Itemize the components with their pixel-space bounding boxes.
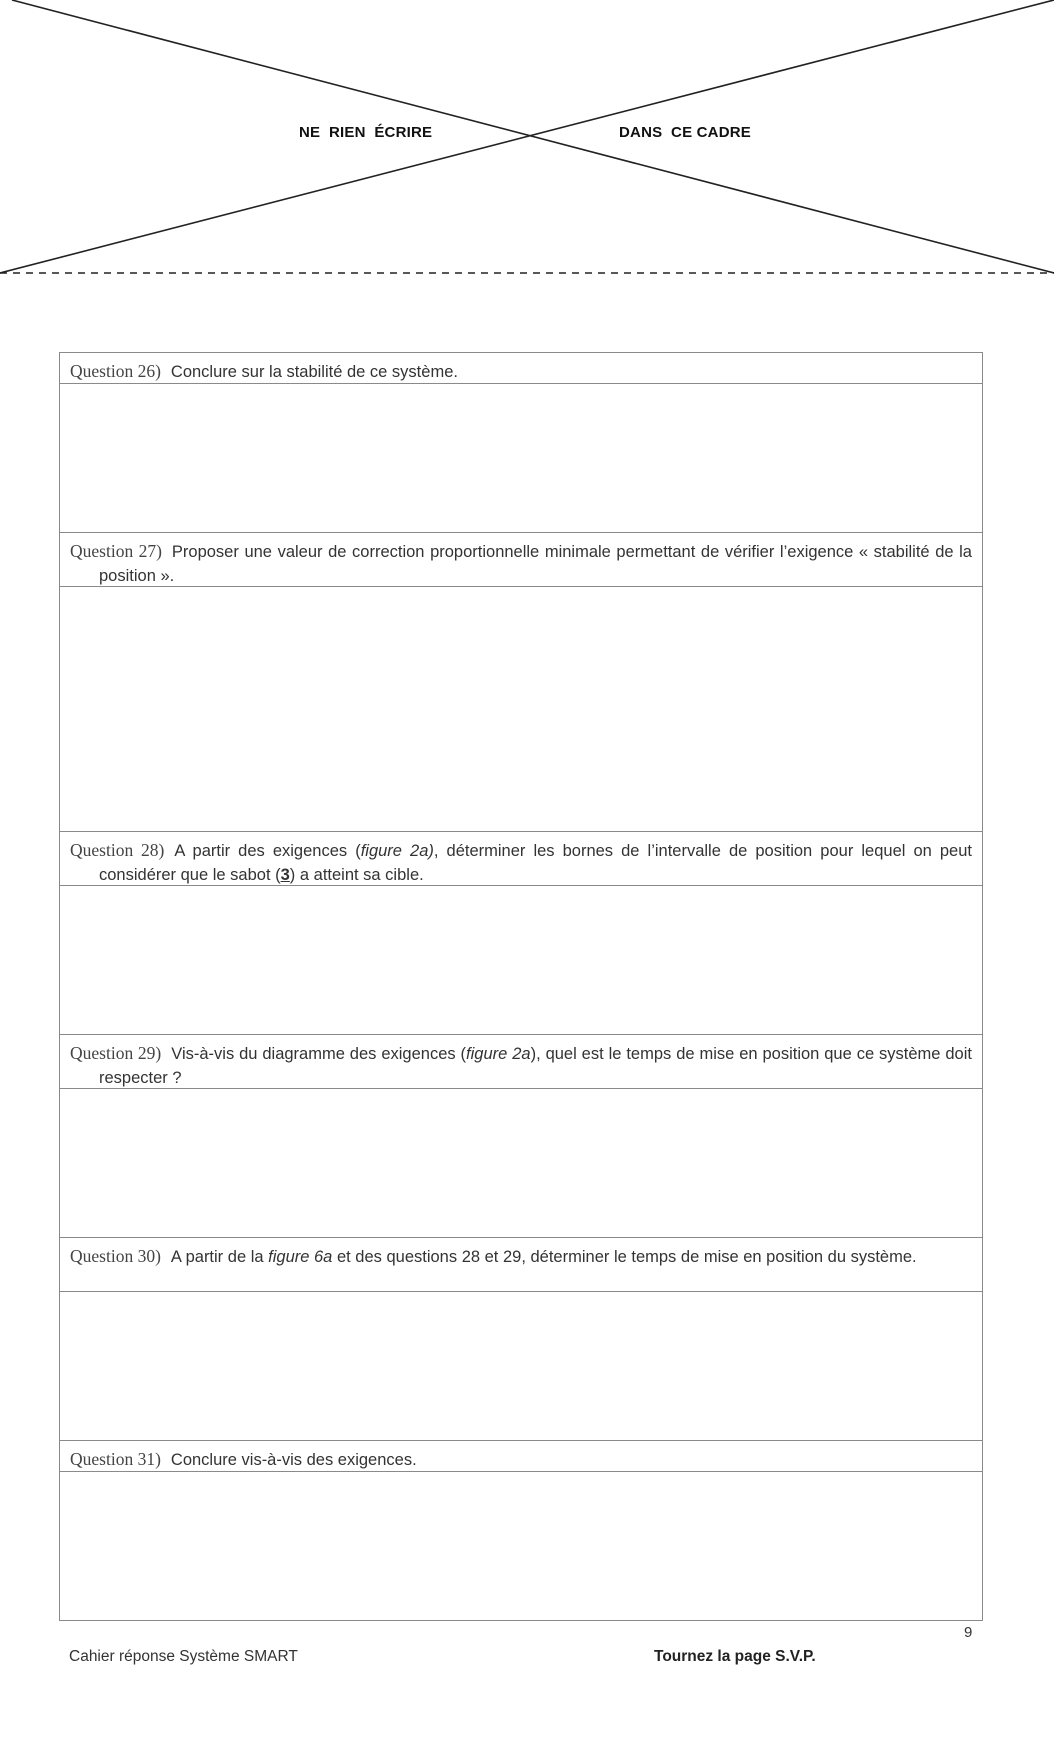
question-text bbox=[99, 1045, 972, 1087]
question-text: Proposer une valeur de correction proportionnelle minimale permettant de vérifier l’exigence « stabilité de la position ». bbox=[99, 543, 972, 585]
question-text-part: , déterminer les bornes de l’intervalle de position pour lequel on peut considérer que le sabot ( bbox=[99, 842, 972, 884]
question-label: Question 31) bbox=[70, 1449, 161, 1469]
question-text bbox=[99, 842, 972, 884]
question-text bbox=[171, 1248, 917, 1266]
question-30-row bbox=[60, 1238, 982, 1292]
answer-sheet bbox=[59, 352, 983, 1621]
question-29-row bbox=[60, 1035, 982, 1089]
page-number: 9 bbox=[964, 1624, 973, 1641]
question-text: Conclure sur la stabilité de ce système. bbox=[170, 363, 458, 381]
component-reference: 3 bbox=[280, 866, 290, 884]
question-text: Conclure vis-à-vis des exigences. bbox=[170, 1451, 417, 1469]
question-26-row bbox=[60, 353, 982, 384]
question-label: Question 26) bbox=[70, 361, 161, 381]
question-label: Question 27) bbox=[70, 541, 162, 561]
question-text-part: A partir de la bbox=[170, 1248, 269, 1266]
figure-reference: figure 2a) bbox=[360, 842, 434, 860]
question-text-part: Vis-à-vis du diagramme des exigences ( bbox=[171, 1045, 467, 1063]
question-27-row bbox=[60, 533, 982, 587]
answer-box-28[interactable] bbox=[60, 886, 982, 1035]
figure-reference: figure 2a bbox=[466, 1045, 531, 1063]
answer-box-27[interactable] bbox=[60, 587, 982, 832]
answer-box-30[interactable] bbox=[60, 1292, 982, 1441]
figure-reference: figure 6a bbox=[268, 1248, 333, 1266]
question-text-part: ), quel est le temps de mise en position que ce système doit respecter ? bbox=[99, 1045, 972, 1087]
question-text-part: et des questions 28 et 29, déterminer le temps de mise en position du système. bbox=[332, 1248, 917, 1266]
footer-turn-page: Tournez la page S.V.P. bbox=[654, 1648, 816, 1665]
footer-document-title: Cahier réponse Système SMART bbox=[69, 1648, 298, 1665]
question-text-part: ) a atteint sa cible. bbox=[289, 866, 424, 884]
question-label: Question 29) bbox=[70, 1043, 162, 1063]
do-not-write-cross bbox=[0, 0, 1054, 275]
question-28-row bbox=[60, 832, 982, 886]
question-label: Question 28) bbox=[70, 840, 165, 860]
question-31-row bbox=[60, 1441, 982, 1472]
question-label: Question 30) bbox=[70, 1246, 161, 1266]
answer-box-31[interactable] bbox=[60, 1472, 982, 1620]
header-right-text: DANS CE CADRE bbox=[619, 124, 751, 141]
header-left-text: NE RIEN ÉCRIRE bbox=[299, 124, 433, 141]
answer-box-29[interactable] bbox=[60, 1089, 982, 1238]
answer-box-26[interactable] bbox=[60, 384, 982, 533]
question-text-part: A partir des exigences ( bbox=[174, 842, 361, 860]
